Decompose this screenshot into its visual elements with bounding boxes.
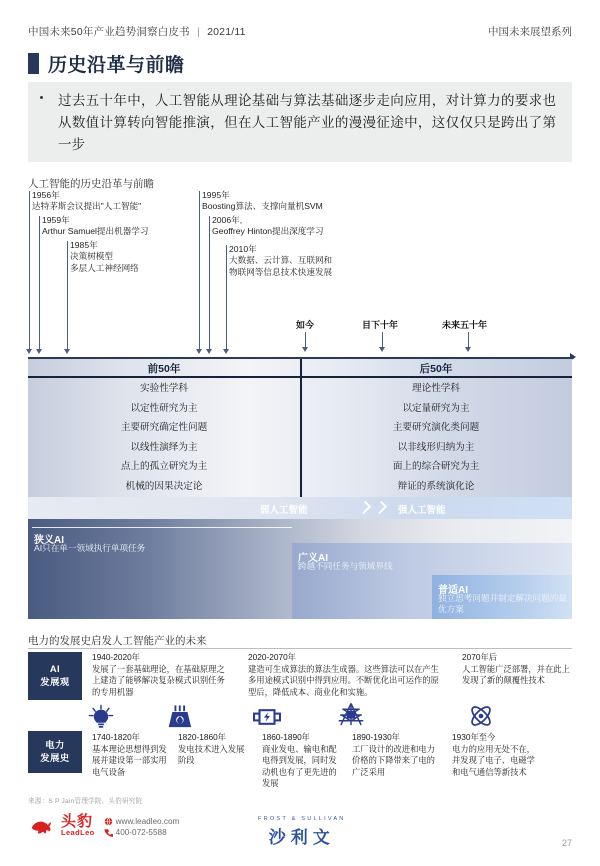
website-line[interactable] — [104, 817, 180, 826]
timeline-arrowhead-2 — [36, 349, 42, 354]
section-title-row — [28, 50, 185, 77]
frost-sullivan-logo — [258, 816, 346, 848]
timeline-arrowhead-5 — [206, 349, 212, 354]
comparison-cell-right: 辩证的系统演化论 — [397, 480, 475, 492]
timeline-line-2 — [39, 216, 40, 349]
narrow-ai-desc: AI只在单一领域执行单项任务 — [34, 543, 146, 553]
website-text: www.leadleo.com — [115, 817, 180, 826]
timeline-line-fifty — [468, 332, 469, 347]
phone-text: 400-072-5588 — [115, 828, 167, 837]
title-marker-square — [28, 53, 39, 74]
timeline-event-4: 1995年 Boosting算法、支撑向量机SVM — [202, 190, 323, 212]
timeline-line-5 — [209, 216, 210, 349]
comparison-cell-right: 以非线形归纳为主 — [397, 441, 475, 453]
electricity-block-5-years: 1930年至今 — [452, 732, 496, 742]
table-row — [28, 437, 572, 457]
ai-block-2-text: 建造可生成算法的算法生成器。这些算法可以在产生多用途模式识别中得到应用。不断优化出可运作的原型后，降低成本、商业化和实施。 — [248, 663, 439, 697]
timeline-marker-decade: 目下十年 — [362, 320, 399, 330]
narrow-ai-title: 狭义AI — [34, 535, 64, 546]
frost-name-en: FROST & SULLIVAN — [258, 816, 346, 822]
electricity-block-3-text: 商业发电、输电和配电得到发展，同时发动机也有了更先进的发展 — [262, 743, 337, 789]
chevron-right-icon — [358, 499, 371, 516]
comparison-rows — [28, 378, 572, 497]
electricity-block-3-years: 1860-1890年 — [262, 732, 310, 742]
timeline-arrowhead-1 — [26, 349, 32, 354]
comparison-cell-right: 理论性学科 — [412, 383, 460, 394]
header-left — [28, 24, 246, 39]
narrow-ai-rule — [32, 527, 292, 528]
header-series-title: 中国未来展望系列 — [488, 26, 572, 38]
comparison-cell-left: 以定性研究为主 — [130, 402, 198, 414]
general-ai-title: 广义AI — [298, 553, 328, 564]
comparison-cell-left: 以线性演绎为主 — [130, 441, 198, 453]
bullet-dot-icon — [40, 96, 43, 99]
page-number: 27 — [561, 838, 572, 848]
comparison-cell-left: 机械的因果决定论 — [125, 480, 203, 492]
header-date: 2021/11 — [207, 26, 246, 38]
frost-name-cn: 沙利文 — [268, 828, 335, 847]
page-header — [28, 24, 572, 42]
timeline-line-decade — [382, 332, 383, 347]
comparison-cell-left: 实验性学科 — [140, 383, 188, 394]
electricity-block-5-text: 电力的应用无处不在，并发现了电子、电磁学和电气通信等新技术 — [452, 743, 535, 777]
strong-ai-label: 强人工智能 — [398, 505, 446, 516]
ai-block-3-years: 2070年后 — [462, 652, 498, 662]
table-row — [28, 378, 572, 398]
electricity-block-2-years: 1820-1860年 — [178, 732, 226, 742]
source-note: 来源：S P Jain管理学院、头豹研究院 — [28, 798, 143, 805]
weak-ai-label: 弱人工智能 — [260, 505, 308, 516]
ubiquitous-ai-title: 普适AI — [438, 585, 468, 596]
phone-icon — [104, 828, 113, 837]
page-footer — [0, 810, 600, 856]
comparison-header-left: 前50年 — [147, 363, 181, 375]
electricity-block-1-text: 基本理论思想得到发展并建设第一部实用电气设备 — [92, 743, 167, 777]
comparison-cell-right: 面上的综合研究为主 — [392, 461, 480, 473]
timeline-event-1: 1956年 达特茅斯会议提出"人工智能" — [32, 190, 142, 212]
comparison-cell-left: 点上的孤立研究为主 — [120, 461, 208, 473]
timeline-line-4 — [199, 191, 200, 349]
leadleo-logo — [30, 813, 180, 838]
timeline-line-1 — [29, 191, 30, 349]
table-row — [28, 417, 572, 437]
atom-icon — [466, 703, 496, 729]
header-separator: | — [197, 26, 200, 38]
ai-view-tag-line2: 发展观 — [40, 677, 70, 687]
timeline-events — [28, 190, 572, 342]
timeline-event-5: 2006年, Geoffrey Hinton提出深度学习 — [212, 215, 324, 237]
electricity-block-4 — [352, 732, 438, 778]
ai-stage-diagram — [28, 497, 572, 619]
general-ai-desc: 跨越不同任务与领域界线 — [298, 561, 393, 571]
electricity-block-2-text: 发电技术进入发展阶段 — [178, 743, 245, 766]
electricity-block-4-text: 工厂设计的改进和电力价格的下降带来了电的广泛采用 — [352, 743, 435, 777]
timeline-arrowhead-now — [302, 347, 308, 352]
comparison-cell-right: 主要研究演化类问题 — [392, 422, 480, 434]
timeline-event-6: 2010年 大数据、云计算、互联网和 物联网等信息技术快速发展 — [229, 244, 333, 277]
comparison-cell-right: 以定量研究为主 — [402, 402, 470, 414]
timeline-arrowhead-decade — [379, 347, 385, 352]
timeline-line-now — [305, 332, 306, 347]
timeline-event-2: 1959年 Arthur Samuel提出机器学习 — [42, 215, 149, 237]
leadleo-name-en: LeadLeo — [61, 828, 95, 837]
ai-view-tag-line1: AI — [49, 664, 61, 674]
timeline-event-3: 1985年 决策树模型 多层人工神经网络 — [70, 240, 139, 273]
globe-icon — [104, 817, 113, 826]
ai-block-2 — [248, 652, 446, 698]
leadleo-name-cn: 头豹 — [61, 813, 94, 830]
lightbulb-icon — [86, 704, 116, 730]
electricity-block-3 — [262, 732, 344, 790]
summary-text: 过去五十年中，人工智能从理论基础与算法基础逐步走向应用，对计算力的要求也从数值计算转向智能推演，但在人工智能产业的漫漫征途中，这仅仅只是跨出了第一步 — [58, 93, 556, 152]
generator-icon — [252, 704, 282, 730]
electricity-block-4-years: 1890-1930年 — [352, 732, 400, 742]
timeline-marker-fifty: 未来五十年 — [442, 320, 488, 330]
table-row — [28, 456, 572, 476]
timeline-arrowhead-fifty — [465, 347, 471, 352]
page-title: 历史沿革与前瞻 — [48, 55, 185, 76]
ai-block-3 — [462, 652, 572, 687]
phone-line[interactable] — [104, 828, 180, 837]
ai-block-3-text: 人工智能广泛部署，并在此上发现了新的颠覆性技术 — [462, 663, 570, 686]
chevron-right-icon — [374, 499, 387, 516]
ubiquitous-ai-desc: 独立思考问题并制定解决问题的最优方案 — [438, 593, 567, 614]
timeline-line-3 — [67, 241, 68, 349]
ai-view-tag — [28, 652, 82, 700]
comparison-cell-left: 主要研究确定性问题 — [120, 422, 208, 434]
ai-block-2-years: 2020-2070年 — [248, 652, 296, 662]
bottom-caption-rule — [28, 648, 572, 649]
transmission-tower-icon — [336, 702, 366, 728]
electricity-history-tag — [28, 731, 82, 773]
electricity-block-2 — [178, 732, 248, 767]
timeline-caption: 人工智能的历史沿革与前瞻 — [28, 178, 154, 190]
leadleo-wordmark — [61, 813, 95, 838]
comparison-table — [28, 359, 572, 497]
timeline-line-6 — [226, 245, 227, 349]
header-report-title: 中国未来50年产业趋势洞察白皮书 — [28, 26, 190, 38]
electricity-block-5 — [452, 732, 542, 778]
electricity-tag-line1: 电力 — [45, 740, 65, 750]
timeline-arrowhead-4 — [196, 349, 202, 354]
bottom-caption: 电力的发展史启发人工智能产业的未来 — [28, 635, 207, 647]
timeline-arrowhead-6 — [223, 349, 229, 354]
electricity-tag-line2: 发展史 — [40, 753, 70, 763]
electricity-block-1-years: 1740-1820年 — [92, 732, 140, 742]
ai-block-1-text: 发展了一套基础理论，在基础原理之上建造了能够解决复杂模式识别任务的专用机器 — [92, 663, 225, 697]
ai-block-1 — [92, 652, 232, 698]
ai-block-1-years: 1940-2020年 — [92, 652, 140, 662]
leopard-icon — [30, 816, 56, 838]
timeline-arrowhead-3 — [64, 349, 70, 354]
comparison-header-right: 后50年 — [419, 363, 453, 375]
ai-strength-band — [28, 497, 572, 519]
summary-box — [28, 82, 572, 162]
power-plant-icon — [166, 704, 196, 730]
table-row — [28, 476, 572, 496]
electricity-block-1 — [92, 732, 170, 778]
timeline-marker-now: 如今 — [296, 320, 315, 330]
leadleo-contact — [104, 817, 180, 837]
table-row — [28, 398, 572, 418]
